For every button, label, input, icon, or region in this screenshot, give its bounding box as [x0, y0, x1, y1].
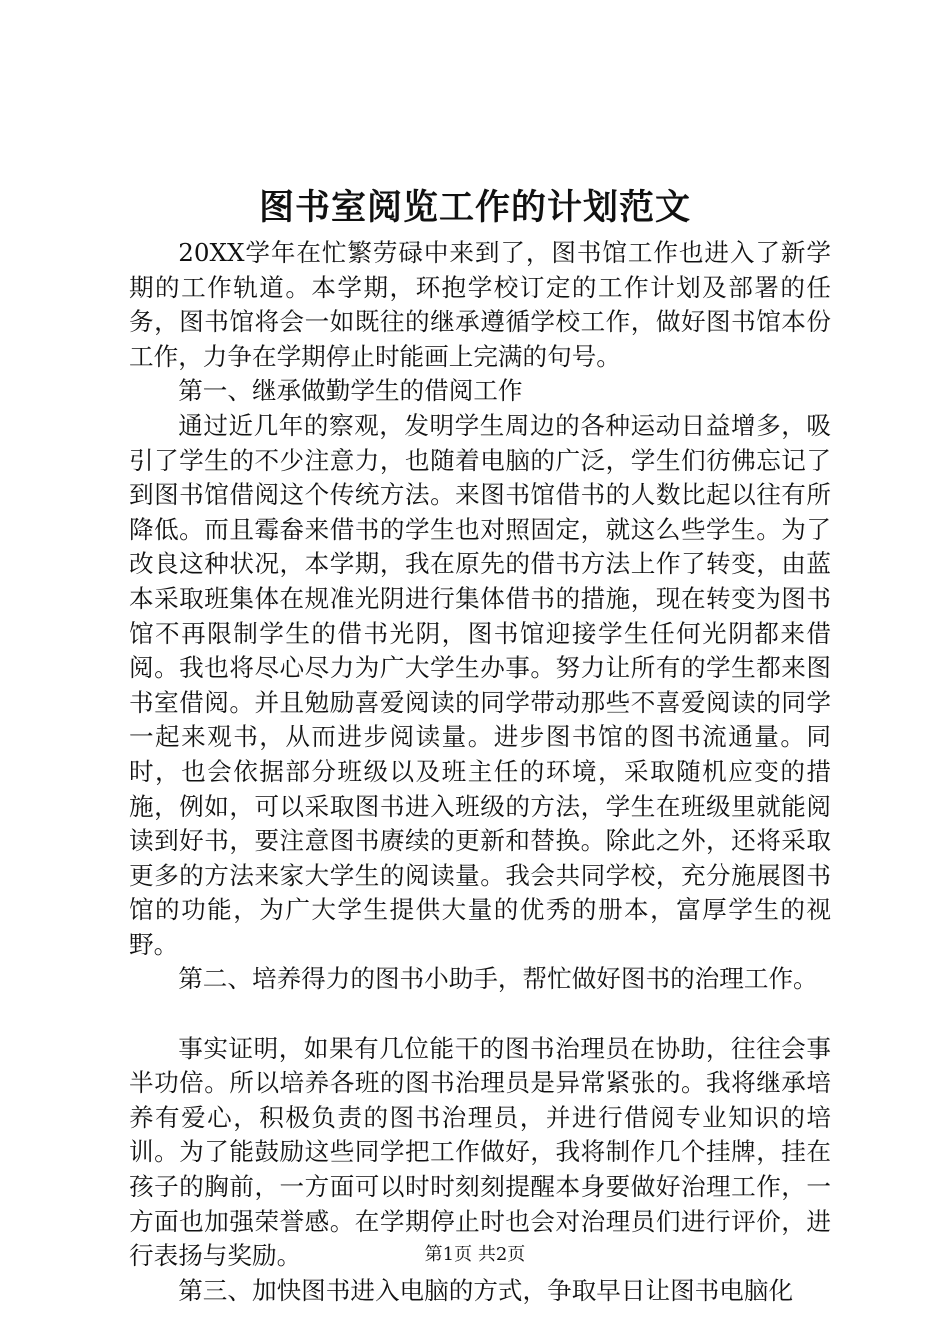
section-heading-3: 第三、加快图书进入电脑的方式，争取早日让图书电脑化 — [178, 1275, 794, 1305]
blank-line — [129, 997, 831, 1032]
paragraph-intro: 20XX学年在忙繁劳碌中来到了，图书馆工作也进入了新学期的工作轨道。本学期，环抱学校订定的工作计划及部署的任务，图书馆将会一如既往的继承遵循学校工作，做好图书馆本份工作，力争在学期停止时能画上完满的句号。 — [129, 238, 831, 371]
paragraph-section-2: 事实证明，如果有几位能干的图书治理员在协助，往往会事半功倍。所以培养各班的图书治理员是异常紧张的。我将继承培养有爱心，积极负责的图书治理员，并进行借阅专业知识的培训。为了能鼓励这些同学把工作做好，我将制作几个挂牌，挂在孩子的胸前，一方面可以时时刻刻提醒本身要做好治理工作，一方面也加强荣誉感。在学期停止时也会对治理员们进行评价，进行表扬与奖励。 — [129, 1033, 831, 1271]
document-body — [129, 236, 831, 1308]
section-heading-1: 第一、继承做勤学生的借阅工作 — [178, 376, 523, 406]
paragraph-section-1: 通过近几年的察观，发明学生周边的各种运动日益增多，吸引了学生的不少注意力，也随着电脑的广泛，学生们彷佛忘记了到图书馆借阅这个传统方法。来图书馆借书的人数比起以往有所降低。而且霉畚来借书的学生也对照固定，就这么些学生。为了改良这种状况，本学期，我在原先的借书方法上作了转变，由蓝本采取班集体在规准光阴进行集体借书的措施，现在转变为图书馆不再限制学生的借书光阴，图书馆迎接学生任何光阴都来借阅。我也将尽心尽力为广大学生办事。努力让所有的学生都来图书室借阅。并且勉励喜爱阅读的同学带动那些不喜爱阅读的同学一起来观书，从而进步阅读量。进步图书馆的图书流通量。同时，也会依据部分班级以及班主任的环境，采取随机应变的措施，例如，可以采取图书进入班级的方法，学生在班级里就能阅读到好书，要注意图书赓续的更新和替换。除此之外，还将采取更多的方法来家大学生的阅读量。我会共同学校，充分施展图书馆的功能，为广大学生提供大量的优秀的册本，富厚学生的视野。 — [129, 410, 831, 959]
section-heading-2: 第二、培养得力的图书小助手，帮忙做好图书的治理工作。 — [178, 964, 818, 994]
page-number-footer: 第1页 共2页 — [424, 1244, 526, 1265]
document-title: 图书室阅览工作的计划范文 — [258, 187, 691, 228]
